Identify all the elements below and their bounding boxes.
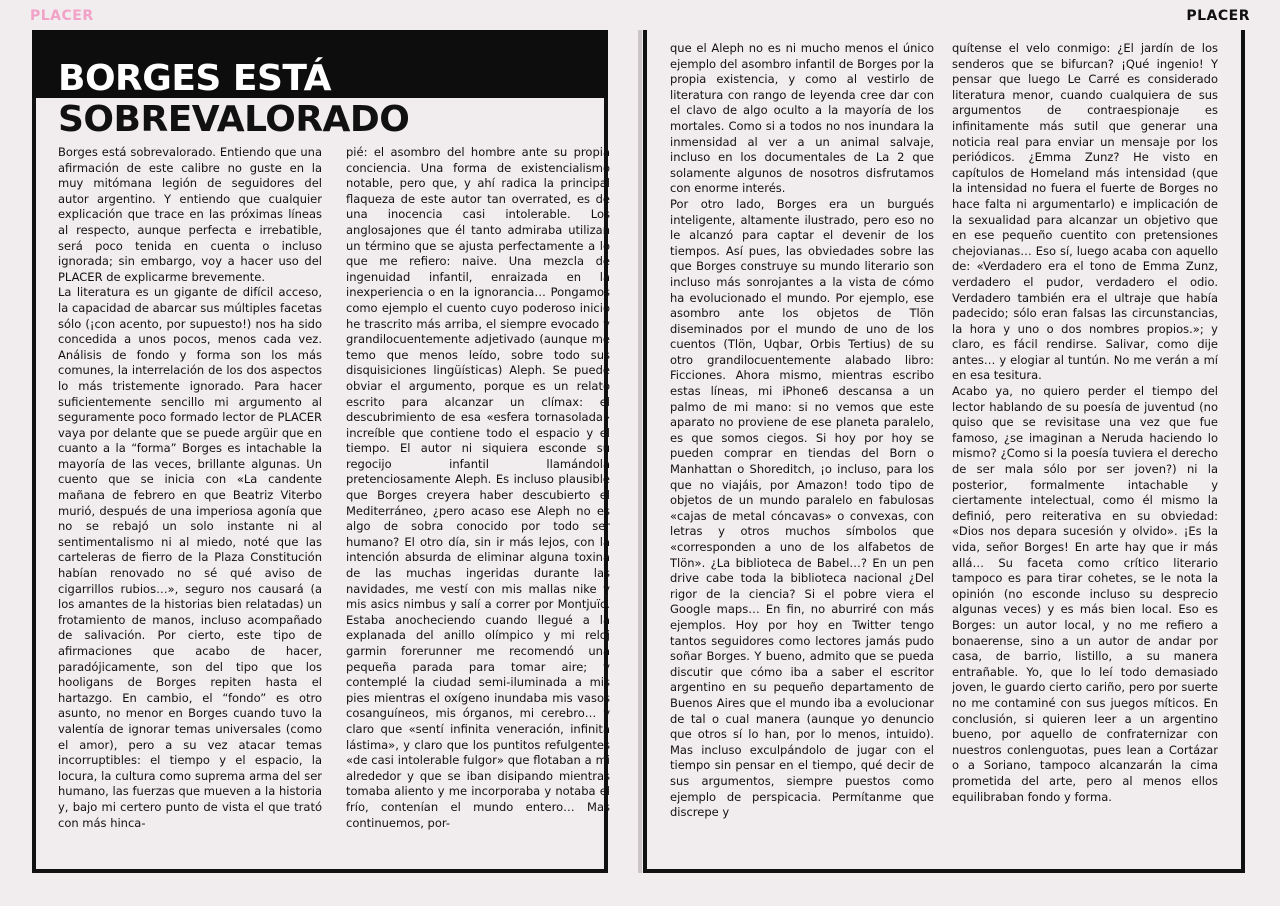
paragraph: Acabo ya, no quiero perder el tiempo del lector hablando de su poesía de juventud (no quiso que se revisitase una vez que fue famoso, ¿se imaginan a Neruda haciendo lo mismo? ¿Como si la poesía tuviera el derecho de ser mala sólo por ser joven?) ni la posterior, formalmente intachable y ciertamente intelectual, como él mismo la definió, pero reiterativa en su obviedad: «Dios nos depara sucesión y olvido». ¡Es la vida, señor Borges! En arte hay que ir más allá… Su faceta como crítico literario tampoco es para tirar cohetes, se le nota la opinión (no esconde incluso su desprecio algunas veces) y es más bien local. Eso es Borges: un autor local, y no me refiero a bonaerense, sino a un autor de andar por casa, de barrio, listillo, a su manera entrañable. Yo, que lo leí todo demasiado joven, le guardo cierto cariño, pero por suerte no me contaminé con sus juegos míticos. En conclusión, si quieren leer a un argentino bueno, por aquello de confraternizar con nuestros conlenguotas, pues lean a Cortázar o a Soriano, tampoco alcanzarán la cima prometida del arte, pero al menos ellos equilibraban fondo y forma. [952,384,1218,804]
article-title-line1: BORGES ESTÁ [58,58,332,99]
paragraph: Por otro lado, Borges era un burgués inteligente, altamente ilustrado, pero eso no le alcanzó para captar el devenir de los tiempos. Así pues, las obviedades sobre las que Borges construye su mundo literario son incluso más sonrojantes a la vista de cómo ha evolucionado el mundo. Por ejemplo, ese asombro ante los objetos de Tlön diseminados por el mundo de uno de los cuentos (Tlön, Uqbar, Orbis Tertius) de su otro grandilocuentemente alabado libro: Ficciones. Ahora mismo, mientras escribo estas líneas, mi iPhone6 descansa a un palmo de mi mano: si no vemos que este aparato no proviene de ese planeta paralelo, es que somos ciegos. Si hoy por hoy se pueden comprar en tiendas del Born o Manhattan o Shoreditch, ¡o incluso, para los que no viajáis, por Amazon! todo tipo de objetos de un mundo paralelo en fabulosas «cajas de metal cóncavas» o convexas, con letras y otros muchos símbolos que «corresponden a uno de los alfabetos de Tlön». ¿La biblioteca de Babel…? En un pen drive cabe toda la biblioteca nacional ¿Del rigor de la ciencia? Si el pobre viera el Google maps… En fin, no aburriré con más ejemplos. Hoy por hoy en Twitter tengo tantos seguidores como lectores jamás pudo soñar Borges. Y bueno, admito que se pueda discutir que cómo iba a saber el escritor argentino en su pequeño departamento de Buenos Aires que el mundo iba a evolucionar de tal o cual manera (aunque yo denuncio que otros sí lo han, por lo menos, intuido). Mas incluso exculpándolo de jugar con el tiempo sin pensar en el tiempo, qué decir de sus argumentos, siempre puestos como ejemplo de perspicacia. Permítanme que discrepe y [670,196,934,820]
body-column-3 [670,41,934,867]
paragraph: La literatura es un gigante de difícil acceso, la capacidad de abarcar sus múltiples facetas sólo (¡con acento, por supuesto!) nos ha sido concedida a unos pocos, menos cada vez. Análisis de fondo y forma son los más comunes, la interrelación de los dos aspectos lo más tristemente ignorado. Para hacer suficientemente sencillo mi argumento al seguramente poco formado lector de PLACER vaya por delante que se puede argüir que en cuanto a la “forma” Borges es intachable la mayoría de las veces, brillante algunas. Un cuento que se inicia con «La candente mañana de febrero en que Beatriz Viterbo murió, después de una imperiosa agonía que no se rebajó un solo instante ni al sentimentalismo ni al miedo, noté que las carteleras de fierro de la Plaza Constitución habían renovado no sé qué aviso de cigarrillos rubios…», seguro nos causará (a los amantes de la historias bien relatadas) un frotamiento de manos, incluso acompañado de salivación. Por cierto, este tipo de afirmaciones que acabo de hacer, paradójicamente, son del tipo que los hooligans de Borges repiten hasta el hartazgo. En cambio, el “fondo” es otro asunto, no menor en Borges cuando tuvo la valentía de ignorar temas universales (como el amor), pero a su vez atacar temas incorruptibles: el tiempo y el espacio, la locura, la cultura como suprema arma del ser humano, las fuerzas que mueven a la historia y, bajo mi certero punto de vista el que trató con más hinca- [58,285,322,830]
running-header-right: PLACER [1186,8,1250,24]
paragraph: quítense el velo conmigo: ¿El jardín de los senderos que se bifurcan? ¡Qué ingenio! Y pensar que luego Le Carré es considerado literatura menor, cuando cualquiera de sus argumentos de contraespionaje es infinitamente más sutil que generar una noticia real para enviar un mensaje por los periódicos. ¿Emma Zunz? He visto en capítulos de Homeland más intensidad (que la intensidad no fuera el fuerte de Borges no hace falta ni argumentarlo) e implicación de la sexualidad para alcanzar un objetivo que en ese pequeño cuentito con pretensiones chejovianas… Eso sí, luego acaba con aquello de: «Verdadero era el tono de Emma Zunz, verdadero el pudor, verdadero el odio. Verdadero también era el ultraje que había padecido; sólo eran falsas las circunstancias, la hora y uno o dos nombres propios.»; y claro, es fácil rendirse. Salivar, como dije antes… y elogiar al tuntún. No me verán a mí en esa tesitura. [952,41,1218,383]
article-title-line2: SOBREVALORADO [58,99,410,140]
body-column-4 [952,41,1218,867]
body-column-2 [346,145,610,867]
body-column-1 [58,145,322,867]
running-header-left: PLACER [30,8,94,24]
paragraph: Borges está sobrevalorado. Entiendo que una afirmación de este calibre no guste en la muy mitómana legión de seguidores del autor argentino. Y entiendo que cualquier explicación que trace en las próximas líneas al respecto, aunque perfecta e irrebatible, será poco tenida en cuenta o incluso ignorada; sin embargo, voy a hacer uso del PLACER de explicarme brevemente. [58,145,322,284]
right-page [640,0,1280,906]
paragraph: pié: el asombro del hombre ante su propia conciencia. Una forma de existencialismo notable, pero que, y ahí radica la principal flaqueza de este autor tan overrated, es de una inocencia casi intolerable. Los anglosajones que él tanto admiraba utilizan un término que se ajusta perfectamente a lo que me refiero: naive. Una mezcla de ingenuidad infantil, enraizada en la inexperiencia o en la ignorancia… Pongamos como ejemplo el cuento cuyo poderoso inicio he trascrito más arriba, el siempre evocado y grandilocuentemente adjetivado (aunque me temo que menos leído, sobre todo sus disquisiciones lingüísticas) Aleph. Se puede obviar el argumento, porque es un relato escrito para alcanzar un clímax: el descubrimiento de esa «esfera tornasolada» increíble que contiene todo el espacio y el tiempo. El autor ni siquiera esconde su regocijo infantil llamándola pretenciosamente Aleph. Es incluso plausible que Borges creyera haber descubierto el Mediterráneo, ¿pero acaso ese Aleph no es algo de sobra conocido por todo ser humano? El otro día, sin ir más lejos, con la intención absurda de eliminar alguna toxina de las muchas ingeridas durante las navidades, me vestí con mis mallas nike y mis asics nimbus y salí a correr por Montjuïc. Estaba anocheciendo cuando llegué a la explanada del anillo olímpico y mi reloj garmin forerunner me recomendó una pequeña parada para tomar aire; y contemplé la ciudad semi-iluminada a mis pies mientras el oxígeno inundaba mis vasos cosanguíneos, mis órganos, mi cerebro… y claro que «sentí infinita veneración, infinita lástima», y claro que los puntitos refulgentes «de casi intolerable fulgor» que flotaban a mi alrededor y que se iban disipando mientras tomaba aliento y me incorporaba y notaba el frío, contenían el mundo entero… Mas continuemos, por- [346,145,610,830]
paragraph: que el Aleph no es ni mucho menos el único ejemplo del asombro infantil de Borges por la propia existencia, y como al vestirlo de literatura con rango de leyenda cree dar con el clavo de algo oculto a la mayoría de los mortales. Como si a todos no nos inundara la inmensidad al ver a un animal salvaje, incluso en los documentales de La 2 que solamente algunos de nosotros disfrutamos con enorme interés. [670,41,934,196]
